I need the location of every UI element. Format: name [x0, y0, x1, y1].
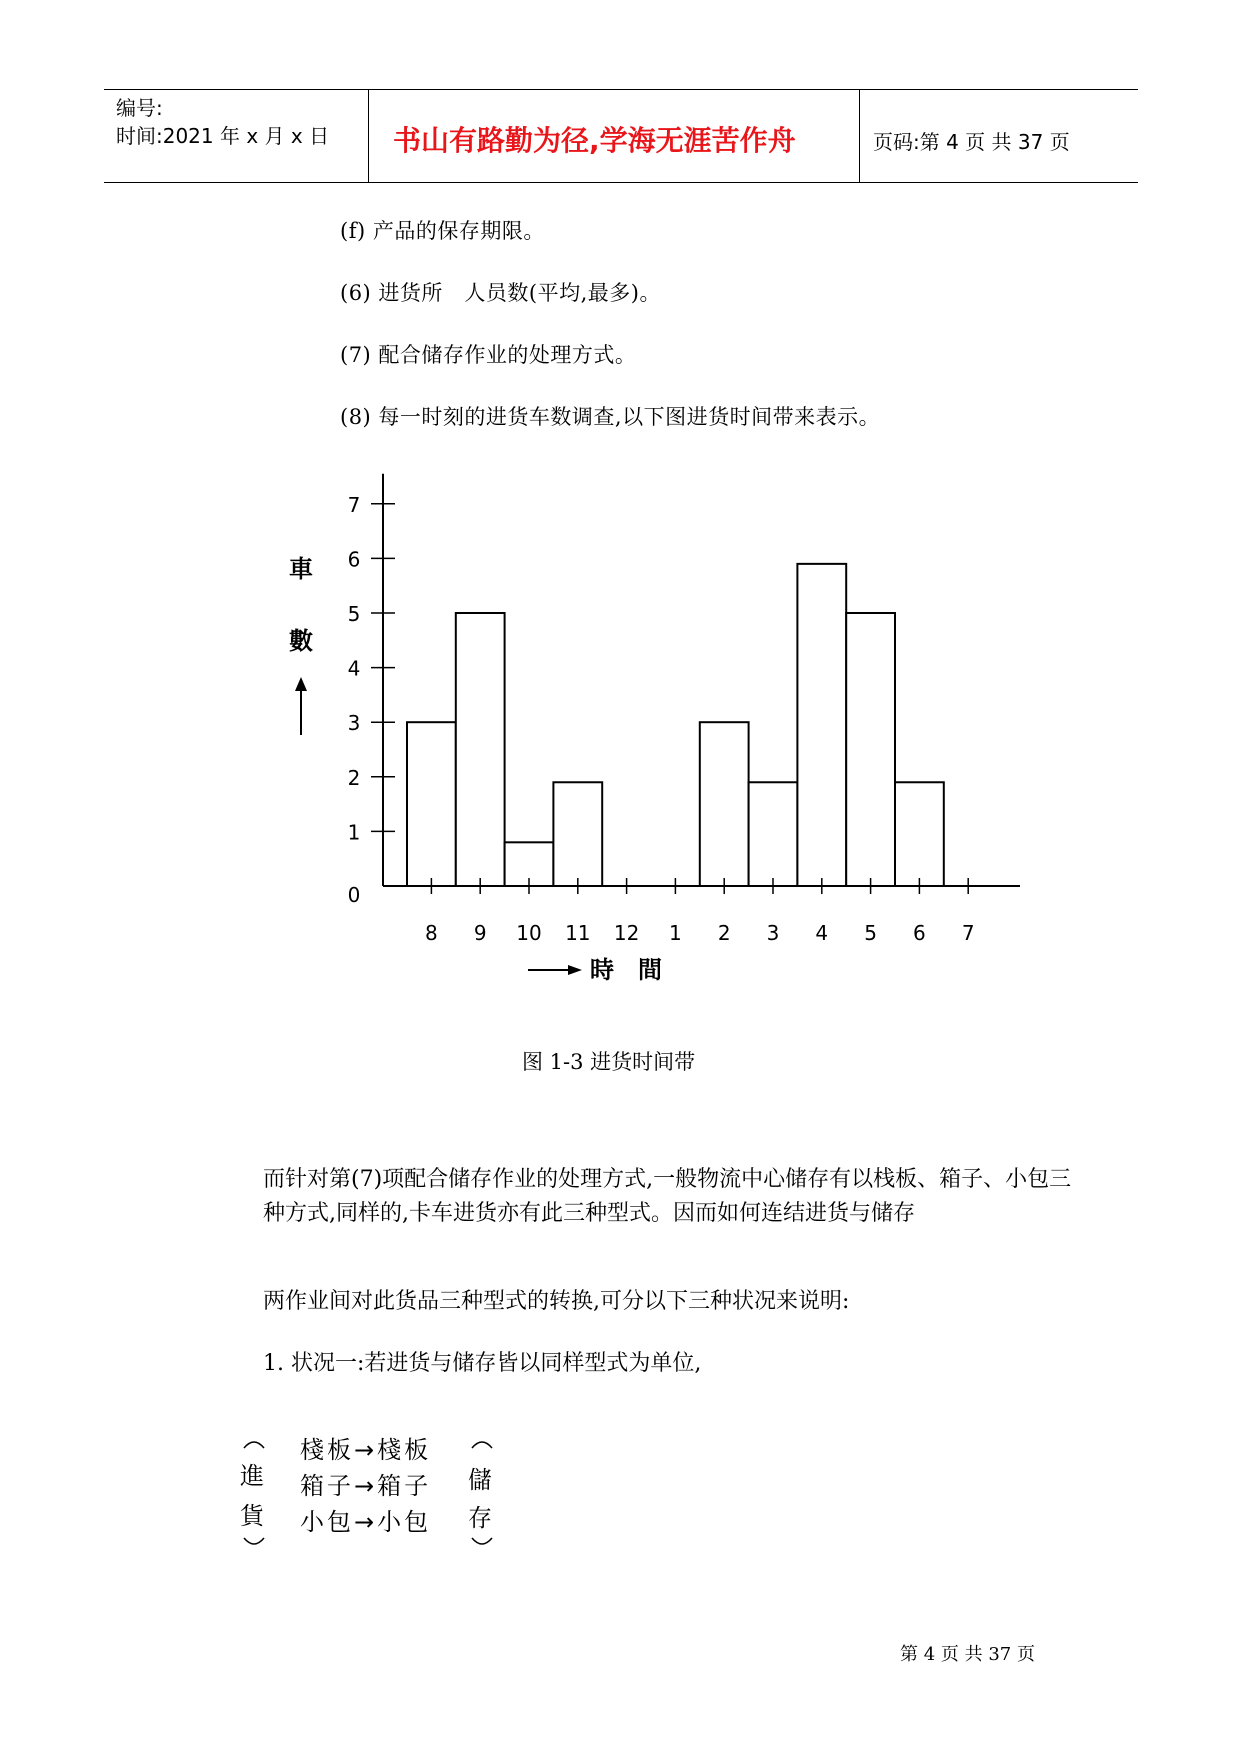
- y-tick-label: 2: [347, 765, 361, 790]
- page-footer: 第 4 页 共 37 页: [900, 1644, 1035, 1665]
- x-tick-label: 11: [565, 921, 591, 945]
- chart-bar: [456, 613, 505, 886]
- conversion-diagram: [230, 1430, 530, 1560]
- chart-bar: [700, 722, 749, 886]
- diagram-row: 棧板→棧板: [300, 1436, 432, 1464]
- chart-bar: [846, 613, 895, 886]
- chart-bar: [749, 782, 798, 886]
- right-paren-top: [470, 1434, 494, 1450]
- list-item: (f) 产品的保存期限。: [340, 219, 545, 243]
- x-tick-label: 7: [961, 921, 975, 945]
- body-paragraph: 两作业间对此货品三种型式的转换,可分以下三种状况来说明:: [263, 1289, 850, 1314]
- x-tick-label: 2: [717, 921, 731, 945]
- diagram-left-label-2: 貨: [240, 1502, 264, 1530]
- header-divider-left: [368, 89, 369, 183]
- body-paragraph: 而针对第(7)项配合储存作业的处理方式,一般物流中心储存有以栈板、箱子、小包三种方式,同样的,卡车进货亦有此三种型式。因而如何连结进货与储存: [263, 1167, 1072, 1226]
- header-bottom-rule: [104, 182, 1138, 183]
- x-tick-label: 10: [516, 921, 542, 945]
- y-axis-arrow-head: [295, 677, 307, 691]
- list-item: (8) 每一时刻的进货车数调查,以下图进货时间带来表示。: [340, 405, 881, 429]
- diagram-right-label-2: 存: [468, 1504, 492, 1532]
- diagram-row: 箱子→箱子: [300, 1472, 432, 1500]
- chart-bar: [553, 782, 602, 886]
- header-divider-right: [859, 89, 860, 183]
- right-paren-bottom: [470, 1536, 494, 1552]
- list-item: (7) 配合储存作业的处理方式。: [340, 343, 637, 367]
- body-paragraph: 1. 状况一:若进货与储存皆以同样型式为单位,: [263, 1351, 702, 1376]
- y-tick-label: 7: [347, 492, 361, 517]
- x-tick-label: 8: [425, 921, 438, 945]
- header-page-label: 页码:第 4 页 共 37 页: [873, 130, 1070, 154]
- diagram-row: 小包→小包: [300, 1508, 432, 1536]
- y-tick-label: 5: [347, 602, 361, 626]
- figure-caption: 图 1-3 进货时间带: [522, 1050, 696, 1074]
- header-time-label: 时间:2021 年 x 月 x 日: [116, 124, 330, 148]
- y-tick-label: 3: [347, 711, 361, 736]
- x-tick-label: 12: [613, 921, 640, 945]
- diagram-left-label-1: 進: [240, 1462, 264, 1490]
- x-tick-label: 4: [815, 921, 829, 945]
- header-number-label: 编号:: [116, 96, 163, 120]
- header-motto: 书山有路勤为径,学海无涯苦作舟: [393, 124, 796, 157]
- x-tick-label: 9: [473, 921, 487, 945]
- x-tick-label: 3: [766, 921, 780, 945]
- arrival-time-chart: [270, 465, 1050, 1000]
- y-tick-label: 1: [347, 820, 361, 845]
- y-axis-label-char: 數: [289, 627, 313, 655]
- x-tick-label: 6: [913, 921, 926, 945]
- chart-bar: [407, 722, 456, 886]
- y-tick-label: 6: [347, 547, 361, 572]
- left-paren-top: [242, 1434, 266, 1450]
- x-tick-label: 5: [864, 921, 877, 945]
- diagram-right-label-1: 儲: [468, 1466, 492, 1494]
- y-tick-label: 0: [347, 883, 361, 907]
- left-paren-bottom: [242, 1536, 266, 1552]
- x-tick-label: 1: [669, 921, 682, 945]
- list-item: (6) 进货所 人员数(平均,最多)。: [340, 281, 661, 305]
- header-top-rule: [104, 89, 1138, 90]
- y-tick-label: 4: [347, 656, 361, 681]
- x-axis-arrow-head: [568, 965, 582, 975]
- y-axis-label-char: 車: [289, 555, 313, 583]
- chart-bar: [797, 564, 846, 886]
- chart-bar: [895, 782, 944, 886]
- x-axis-label: 時 間: [590, 956, 662, 984]
